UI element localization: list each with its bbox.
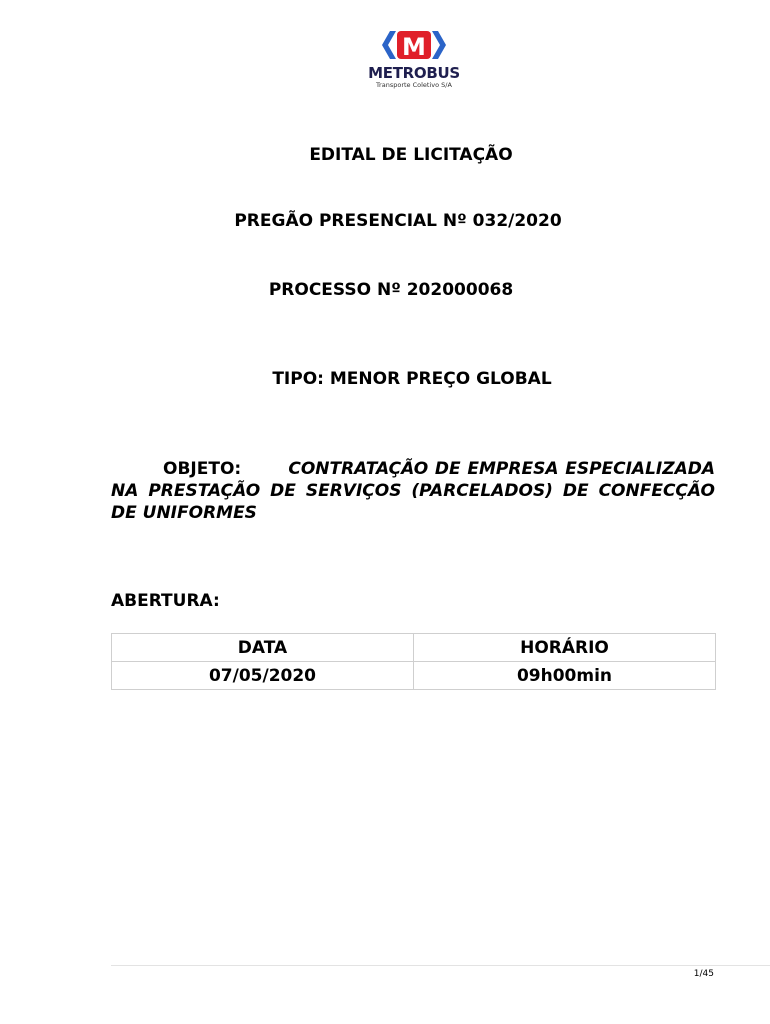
table-header-row [112, 634, 716, 662]
footer-divider [111, 965, 770, 966]
edital-title: EDITAL DE LICITAÇÃO [309, 145, 513, 165]
metrobus-logo-icon [380, 28, 448, 62]
objeto-label: OBJETO: [163, 459, 289, 479]
logo-tagline: Transporte Coletivo S/A [376, 81, 452, 89]
metrobus-logo [368, 28, 460, 92]
logo-name: METROBUS [368, 64, 460, 82]
abertura-table [111, 633, 716, 690]
tipo-title: TIPO: MENOR PREÇO GLOBAL [272, 369, 552, 389]
page-number: 1/45 [693, 969, 714, 979]
processo-title: PROCESSO Nº 202000068 [268, 280, 514, 300]
logo-letter: M [402, 33, 426, 61]
pregao-title: PREGÃO PRESENCIAL Nº 032/2020 [234, 211, 562, 231]
value-horario: 09h00min [414, 662, 716, 690]
objeto-paragraph [111, 458, 715, 524]
value-data: 07/05/2020 [112, 662, 414, 690]
header-horario: HORÁRIO [414, 634, 716, 662]
table-row [112, 662, 716, 690]
header-data: DATA [112, 634, 414, 662]
objeto-text: CONTRATAÇÃO DE EMPRESA ESPECIALIZADA NA PRESTAÇÃO DE SERVIÇOS (PARCELADOS) DE CONFECÇÃO DE UNIFORMES [111, 459, 716, 523]
abertura-label: ABERTURA: [111, 591, 220, 611]
